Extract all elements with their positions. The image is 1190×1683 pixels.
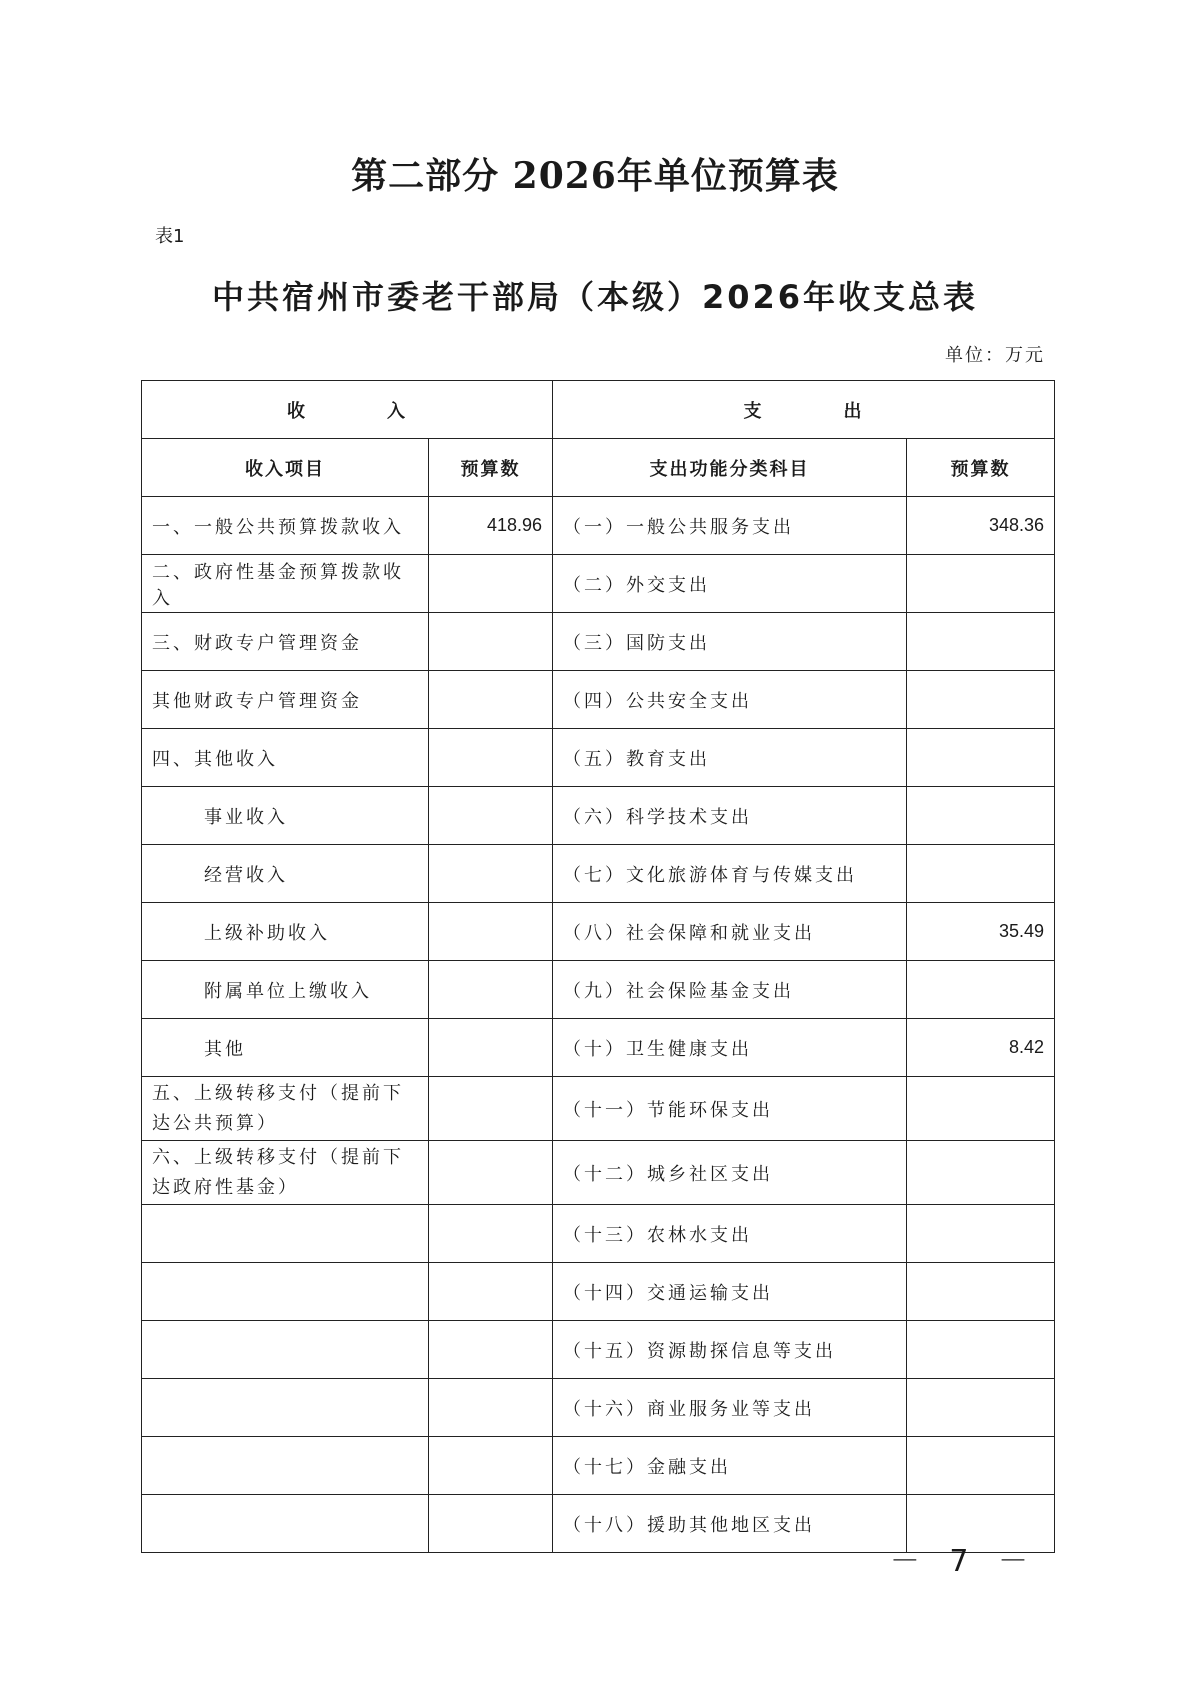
column-header-row bbox=[142, 439, 1055, 497]
income-item bbox=[142, 1379, 429, 1437]
group-header-row bbox=[142, 381, 1055, 439]
expense-item: （十一）节能环保支出 bbox=[553, 1077, 907, 1141]
expense-item: （二）外交支出 bbox=[553, 555, 907, 613]
expense-amount bbox=[907, 845, 1055, 903]
income-amount-header: 预算数 bbox=[429, 439, 553, 497]
expense-item: （九）社会保险基金支出 bbox=[553, 961, 907, 1019]
expense-item: （十五）资源勘探信息等支出 bbox=[553, 1321, 907, 1379]
income-amount: 418.96 bbox=[429, 497, 553, 555]
income-amount bbox=[429, 1205, 553, 1263]
income-amount bbox=[429, 1141, 553, 1205]
table-row bbox=[142, 1019, 1055, 1077]
income-amount bbox=[429, 671, 553, 729]
expense-item: （六）科学技术支出 bbox=[553, 787, 907, 845]
table-row bbox=[142, 497, 1055, 555]
expense-amount bbox=[907, 1141, 1055, 1205]
income-item bbox=[142, 1321, 429, 1379]
expense-item: （一）一般公共服务支出 bbox=[553, 497, 907, 555]
table-row bbox=[142, 961, 1055, 1019]
expense-item-header: 支出功能分类科目 bbox=[553, 439, 907, 497]
page-number: － 7 － bbox=[889, 1544, 1038, 1579]
income-amount bbox=[429, 845, 553, 903]
expense-amount bbox=[907, 1205, 1055, 1263]
income-item: 事业收入 bbox=[142, 787, 429, 845]
expense-amount: 348.36 bbox=[907, 497, 1055, 555]
expense-amount bbox=[907, 787, 1055, 845]
table-row bbox=[142, 1141, 1055, 1205]
income-item bbox=[142, 1495, 429, 1553]
income-item: 一、一般公共预算拨款收入 bbox=[142, 497, 429, 555]
income-amount bbox=[429, 555, 553, 613]
table-row bbox=[142, 787, 1055, 845]
unit-label: 单位：万元 bbox=[945, 345, 1045, 366]
expense-amount bbox=[907, 1263, 1055, 1321]
expense-amount bbox=[907, 1321, 1055, 1379]
expense-amount bbox=[907, 1379, 1055, 1437]
income-item: 附属单位上缴收入 bbox=[142, 961, 429, 1019]
income-item: 五、上级转移支付（提前下达公共预算） bbox=[142, 1077, 429, 1141]
expense-item: （十八）援助其他地区支出 bbox=[553, 1495, 907, 1553]
expense-amount bbox=[907, 729, 1055, 787]
income-item: 二、政府性基金预算拨款收入 bbox=[142, 555, 429, 613]
expense-amount bbox=[907, 961, 1055, 1019]
expense-item: （八）社会保障和就业支出 bbox=[553, 903, 907, 961]
expense-item: （七）文化旅游体育与传媒支出 bbox=[553, 845, 907, 903]
table-row bbox=[142, 1077, 1055, 1141]
expense-item: （十六）商业服务业等支出 bbox=[553, 1379, 907, 1437]
expense-amount-header: 预算数 bbox=[907, 439, 1055, 497]
table-row bbox=[142, 1263, 1055, 1321]
table-row bbox=[142, 729, 1055, 787]
expense-item: （十三）农林水支出 bbox=[553, 1205, 907, 1263]
expense-item: （十）卫生健康支出 bbox=[553, 1019, 907, 1077]
table-number: 表1 bbox=[155, 226, 185, 247]
table-row bbox=[142, 1205, 1055, 1263]
income-item: 上级补助收入 bbox=[142, 903, 429, 961]
table-row bbox=[142, 671, 1055, 729]
income-amount bbox=[429, 1437, 553, 1495]
income-item bbox=[142, 1205, 429, 1263]
expense-group-header: 支 出 bbox=[553, 381, 1055, 439]
income-amount bbox=[429, 1263, 553, 1321]
income-group-header: 收 入 bbox=[142, 381, 553, 439]
table-row bbox=[142, 1379, 1055, 1437]
table-row bbox=[142, 555, 1055, 613]
expense-item: （四）公共安全支出 bbox=[553, 671, 907, 729]
expense-amount bbox=[907, 613, 1055, 671]
expense-item: （三）国防支出 bbox=[553, 613, 907, 671]
income-amount bbox=[429, 1321, 553, 1379]
expense-item: （十二）城乡社区支出 bbox=[553, 1141, 907, 1205]
expense-amount bbox=[907, 1077, 1055, 1141]
income-item: 四、其他收入 bbox=[142, 729, 429, 787]
expense-amount bbox=[907, 1437, 1055, 1495]
income-amount bbox=[429, 729, 553, 787]
income-amount bbox=[429, 961, 553, 1019]
income-item-header: 收入项目 bbox=[142, 439, 429, 497]
income-item: 其他财政专户管理资金 bbox=[142, 671, 429, 729]
table-row bbox=[142, 845, 1055, 903]
expense-item: （十七）金融支出 bbox=[553, 1437, 907, 1495]
income-item: 其他 bbox=[142, 1019, 429, 1077]
income-item bbox=[142, 1437, 429, 1495]
income-item bbox=[142, 1263, 429, 1321]
table-row bbox=[142, 1437, 1055, 1495]
income-item: 六、上级转移支付（提前下达政府性基金） bbox=[142, 1141, 429, 1205]
table-row bbox=[142, 903, 1055, 961]
expense-amount bbox=[907, 555, 1055, 613]
table-row bbox=[142, 1321, 1055, 1379]
income-amount bbox=[429, 1019, 553, 1077]
income-amount bbox=[429, 613, 553, 671]
expense-amount bbox=[907, 671, 1055, 729]
income-item: 经营收入 bbox=[142, 845, 429, 903]
income-amount bbox=[429, 1379, 553, 1437]
part-title: 第二部分 2026年单位预算表 bbox=[351, 155, 839, 197]
income-amount bbox=[429, 1077, 553, 1141]
budget-table bbox=[141, 380, 1055, 1553]
income-amount bbox=[429, 787, 553, 845]
income-amount bbox=[429, 903, 553, 961]
table-row bbox=[142, 613, 1055, 671]
income-amount bbox=[429, 1495, 553, 1553]
income-item: 三、财政专户管理资金 bbox=[142, 613, 429, 671]
expense-item: （五）教育支出 bbox=[553, 729, 907, 787]
expense-amount: 8.42 bbox=[907, 1019, 1055, 1077]
expense-item: （十四）交通运输支出 bbox=[553, 1263, 907, 1321]
table-title: 中共宿州市委老干部局（本级）2026年收支总表 bbox=[211, 278, 979, 316]
expense-amount: 35.49 bbox=[907, 903, 1055, 961]
